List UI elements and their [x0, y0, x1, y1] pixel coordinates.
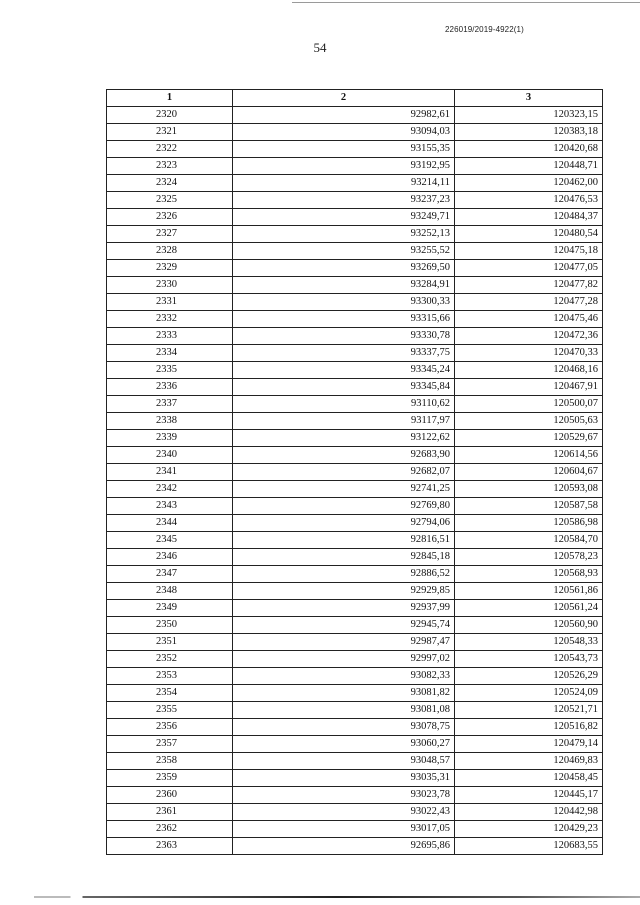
point-number-cell: 2338: [107, 413, 233, 430]
table-row: [107, 362, 603, 379]
table-row: [107, 498, 603, 515]
table-row: [107, 260, 603, 277]
y-coordinate-cell: 120475,18: [455, 243, 603, 260]
table-row: [107, 328, 603, 345]
point-number-cell: 2357: [107, 736, 233, 753]
x-coordinate-cell: 93345,84: [233, 379, 455, 396]
y-coordinate-cell: 120568,93: [455, 566, 603, 583]
x-coordinate-cell: 92695,86: [233, 838, 455, 855]
x-coordinate-cell: 92982,61: [233, 107, 455, 124]
y-coordinate-cell: 120524,09: [455, 685, 603, 702]
x-coordinate-cell: 93082,33: [233, 668, 455, 685]
x-coordinate-cell: 92682,07: [233, 464, 455, 481]
y-coordinate-cell: 120472,36: [455, 328, 603, 345]
x-coordinate-cell: 93249,71: [233, 209, 455, 226]
x-coordinate-cell: 92987,47: [233, 634, 455, 651]
y-coordinate-cell: 120516,82: [455, 719, 603, 736]
point-number-cell: 2351: [107, 634, 233, 651]
point-number-cell: 2327: [107, 226, 233, 243]
document-id: 226019/2019-4922(1): [445, 25, 524, 34]
table-row: [107, 668, 603, 685]
table-row: [107, 413, 603, 430]
x-coordinate-cell: 92741,25: [233, 481, 455, 498]
table-row: [107, 243, 603, 260]
y-coordinate-cell: 120500,07: [455, 396, 603, 413]
y-coordinate-cell: 120560,90: [455, 617, 603, 634]
table-row: [107, 600, 603, 617]
point-number-cell: 2352: [107, 651, 233, 668]
x-coordinate-cell: 93214,11: [233, 175, 455, 192]
x-coordinate-cell: 93110,62: [233, 396, 455, 413]
table-row: [107, 821, 603, 838]
x-coordinate-cell: 93094,03: [233, 124, 455, 141]
x-coordinate-cell: 93078,75: [233, 719, 455, 736]
point-number-cell: 2321: [107, 124, 233, 141]
table-row: [107, 141, 603, 158]
point-number-cell: 2326: [107, 209, 233, 226]
x-coordinate-cell: 93023,78: [233, 787, 455, 804]
y-coordinate-cell: 120479,14: [455, 736, 603, 753]
y-coordinate-cell: 120445,17: [455, 787, 603, 804]
point-number-cell: 2328: [107, 243, 233, 260]
table-row: [107, 124, 603, 141]
x-coordinate-cell: 93155,35: [233, 141, 455, 158]
x-coordinate-cell: 93237,23: [233, 192, 455, 209]
table-row: [107, 396, 603, 413]
x-coordinate-cell: 92929,85: [233, 583, 455, 600]
point-number-cell: 2339: [107, 430, 233, 447]
y-coordinate-cell: 120480,54: [455, 226, 603, 243]
point-number-cell: 2355: [107, 702, 233, 719]
y-coordinate-cell: 120477,82: [455, 277, 603, 294]
table-body: [107, 107, 603, 855]
y-coordinate-cell: 120604,67: [455, 464, 603, 481]
y-coordinate-cell: 120593,08: [455, 481, 603, 498]
table-row: [107, 549, 603, 566]
point-number-cell: 2335: [107, 362, 233, 379]
table-row: [107, 583, 603, 600]
x-coordinate-cell: 93337,75: [233, 345, 455, 362]
column-header: 3: [455, 90, 603, 107]
y-coordinate-cell: 120468,16: [455, 362, 603, 379]
y-coordinate-cell: 120477,05: [455, 260, 603, 277]
point-number-cell: 2323: [107, 158, 233, 175]
y-coordinate-cell: 120462,00: [455, 175, 603, 192]
point-number-cell: 2359: [107, 770, 233, 787]
table-row: [107, 770, 603, 787]
x-coordinate-cell: 93017,05: [233, 821, 455, 838]
point-number-cell: 2329: [107, 260, 233, 277]
x-coordinate-cell: 92769,80: [233, 498, 455, 515]
point-number-cell: 2341: [107, 464, 233, 481]
y-coordinate-cell: 120467,91: [455, 379, 603, 396]
y-coordinate-cell: 120420,68: [455, 141, 603, 158]
point-number-cell: 2336: [107, 379, 233, 396]
x-coordinate-cell: 92937,99: [233, 600, 455, 617]
y-coordinate-cell: 120469,83: [455, 753, 603, 770]
x-coordinate-cell: 93060,27: [233, 736, 455, 753]
y-coordinate-cell: 120484,37: [455, 209, 603, 226]
y-coordinate-cell: 120543,73: [455, 651, 603, 668]
point-number-cell: 2324: [107, 175, 233, 192]
table-row: [107, 702, 603, 719]
point-number-cell: 2350: [107, 617, 233, 634]
x-coordinate-cell: 92845,18: [233, 549, 455, 566]
y-coordinate-cell: 120548,33: [455, 634, 603, 651]
x-coordinate-cell: 93330,78: [233, 328, 455, 345]
x-coordinate-cell: 93300,33: [233, 294, 455, 311]
table-row: [107, 345, 603, 362]
table-row: [107, 464, 603, 481]
table-row: [107, 481, 603, 498]
x-coordinate-cell: 93081,08: [233, 702, 455, 719]
y-coordinate-cell: 120587,58: [455, 498, 603, 515]
table-row: [107, 192, 603, 209]
point-number-cell: 2348: [107, 583, 233, 600]
point-number-cell: 2342: [107, 481, 233, 498]
y-coordinate-cell: 120477,28: [455, 294, 603, 311]
y-coordinate-cell: 120458,45: [455, 770, 603, 787]
point-number-cell: 2358: [107, 753, 233, 770]
y-coordinate-cell: 120561,24: [455, 600, 603, 617]
y-coordinate-cell: 120475,46: [455, 311, 603, 328]
table-row: [107, 107, 603, 124]
table-row: [107, 515, 603, 532]
x-coordinate-cell: 92794,06: [233, 515, 455, 532]
top-rule: [292, 2, 640, 3]
point-number-cell: 2333: [107, 328, 233, 345]
x-coordinate-cell: 93315,66: [233, 311, 455, 328]
table-row: [107, 753, 603, 770]
x-coordinate-cell: 92886,52: [233, 566, 455, 583]
y-coordinate-cell: 120683,55: [455, 838, 603, 855]
table-row: [107, 158, 603, 175]
point-number-cell: 2337: [107, 396, 233, 413]
y-coordinate-cell: 120521,71: [455, 702, 603, 719]
x-coordinate-cell: 92683,90: [233, 447, 455, 464]
point-number-cell: 2345: [107, 532, 233, 549]
point-number-cell: 2347: [107, 566, 233, 583]
table-row: [107, 277, 603, 294]
table-row: [107, 617, 603, 634]
table-row: [107, 634, 603, 651]
y-coordinate-cell: 120526,29: [455, 668, 603, 685]
column-header: 1: [107, 90, 233, 107]
point-number-cell: 2320: [107, 107, 233, 124]
table-row: [107, 447, 603, 464]
column-header: 2: [233, 90, 455, 107]
y-coordinate-cell: 120429,23: [455, 821, 603, 838]
x-coordinate-cell: 93252,13: [233, 226, 455, 243]
point-number-cell: 2349: [107, 600, 233, 617]
table-row: [107, 311, 603, 328]
table-row: [107, 838, 603, 855]
table-row: [107, 294, 603, 311]
point-number-cell: 2363: [107, 838, 233, 855]
page-number: 54: [313, 40, 327, 55]
y-coordinate-cell: 120584,70: [455, 532, 603, 549]
x-coordinate-cell: 93117,97: [233, 413, 455, 430]
point-number-cell: 2360: [107, 787, 233, 804]
point-number-cell: 2340: [107, 447, 233, 464]
table-row: [107, 804, 603, 821]
x-coordinate-cell: 93022,43: [233, 804, 455, 821]
y-coordinate-cell: 120442,98: [455, 804, 603, 821]
y-coordinate-cell: 120529,67: [455, 430, 603, 447]
point-number-cell: 2343: [107, 498, 233, 515]
x-coordinate-cell: 92997,02: [233, 651, 455, 668]
x-coordinate-cell: 92945,74: [233, 617, 455, 634]
x-coordinate-cell: 92816,51: [233, 532, 455, 549]
point-number-cell: 2334: [107, 345, 233, 362]
y-coordinate-cell: 120383,18: [455, 124, 603, 141]
x-coordinate-cell: 93081,82: [233, 685, 455, 702]
y-coordinate-cell: 120505,63: [455, 413, 603, 430]
table-row: [107, 532, 603, 549]
table-row: [107, 719, 603, 736]
point-number-cell: 2332: [107, 311, 233, 328]
point-number-cell: 2330: [107, 277, 233, 294]
table-row: [107, 175, 603, 192]
table-row: [107, 685, 603, 702]
table-row: [107, 379, 603, 396]
y-coordinate-cell: 120470,33: [455, 345, 603, 362]
table-row: [107, 736, 603, 753]
point-number-cell: 2353: [107, 668, 233, 685]
y-coordinate-cell: 120323,15: [455, 107, 603, 124]
coordinates-table: [106, 89, 603, 855]
point-number-cell: 2331: [107, 294, 233, 311]
table-header-row: [107, 90, 603, 107]
point-number-cell: 2361: [107, 804, 233, 821]
table-row: [107, 787, 603, 804]
point-number-cell: 2356: [107, 719, 233, 736]
x-coordinate-cell: 93122,62: [233, 430, 455, 447]
x-coordinate-cell: 93284,91: [233, 277, 455, 294]
table-row: [107, 651, 603, 668]
table-row: [107, 209, 603, 226]
x-coordinate-cell: 93048,57: [233, 753, 455, 770]
point-number-cell: 2346: [107, 549, 233, 566]
x-coordinate-cell: 93345,24: [233, 362, 455, 379]
bottom-rule: [34, 896, 640, 898]
y-coordinate-cell: 120578,23: [455, 549, 603, 566]
table-row: [107, 566, 603, 583]
table-row: [107, 226, 603, 243]
point-number-cell: 2325: [107, 192, 233, 209]
x-coordinate-cell: 93269,50: [233, 260, 455, 277]
point-number-cell: 2362: [107, 821, 233, 838]
point-number-cell: 2354: [107, 685, 233, 702]
point-number-cell: 2344: [107, 515, 233, 532]
x-coordinate-cell: 93035,31: [233, 770, 455, 787]
y-coordinate-cell: 120476,53: [455, 192, 603, 209]
x-coordinate-cell: 93192,95: [233, 158, 455, 175]
y-coordinate-cell: 120561,86: [455, 583, 603, 600]
y-coordinate-cell: 120614,56: [455, 447, 603, 464]
table-row: [107, 430, 603, 447]
point-number-cell: 2322: [107, 141, 233, 158]
x-coordinate-cell: 93255,52: [233, 243, 455, 260]
y-coordinate-cell: 120448,71: [455, 158, 603, 175]
y-coordinate-cell: 120586,98: [455, 515, 603, 532]
